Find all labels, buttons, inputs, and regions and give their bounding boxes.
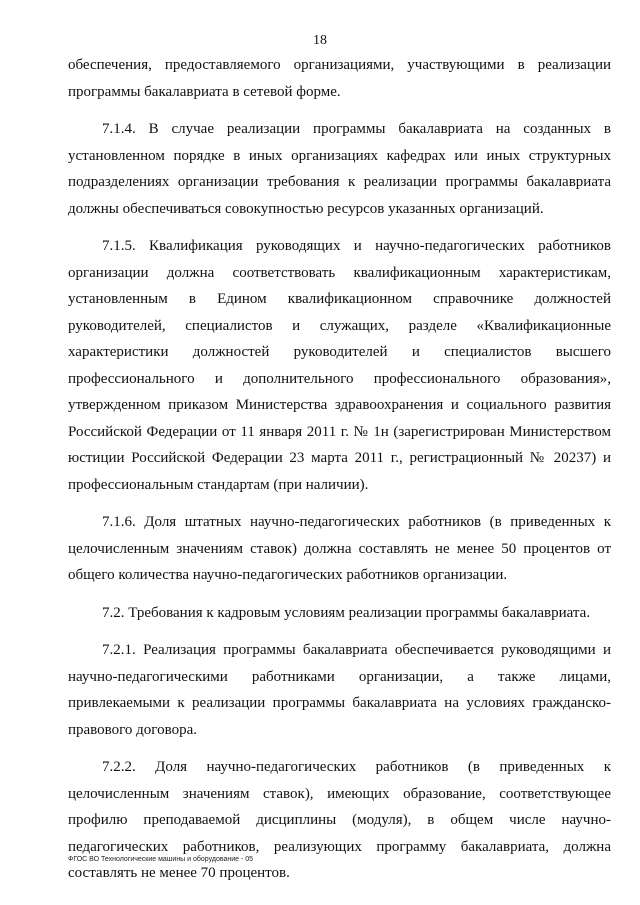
page-number: 18 bbox=[313, 33, 327, 48]
document-footer: ФГОС ВО Технологические машины и оборудование - 05 bbox=[68, 856, 254, 863]
paragraph-7-2: 7.2. Требования к кадровым условиям реализации программы бакалавриата. bbox=[102, 604, 591, 621]
paragraph-7-1-5: 7.1.5. Квалификация руководящих и научно-педагогических работников организации должна соответствовать квалификационным характеристикам, установленным в Едином квалификационном справочнике должностей руководителей, специалистов и служащих, разделе «Квалификационные характеристики должностей руководителей и специалистов высшего профессионального и дополнительного профессионального образования», утвержденном приказом Министерства здравоохранения и социального развития Российской Федерации от 11 января 2011 г. № 1н (зарегистрирован Министерством юстиции Российской Федерации 23 марта 2011 г., регистрационный № 20237) и профессиональным стандартам (при наличии). bbox=[68, 238, 611, 493]
paragraph-continuation: обеспечения, предоставляемого организациями, участвующими в реализации программы бакалавриата в сетевой форме. bbox=[68, 57, 611, 100]
paragraph-7-2-2: 7.2.2. Доля научно-педагогических работников (в приведенных к целочисленным значениям ставок), имеющих образование, соответствующее профилю преподаваемой дисциплины (модуля), в общем числе научно-педагогических работников, реализующих программу бакалавриата, должна составлять не менее 70 процентов. bbox=[68, 759, 611, 881]
paragraph-7-2-1: 7.2.1. Реализация программы бакалавриата обеспечивается руководящими и научно-педагогическими работниками организации, а также лицами, привлекаемыми к реализации программы бакалавриата на условиях гражданско-правового договора. bbox=[68, 642, 611, 738]
document-body bbox=[68, 52, 611, 898]
paragraph-7-1-4: 7.1.4. В случае реализации программы бакалавриата на созданных в установленном порядке в иных организациях кафедрах или иных структурных подразделениях организации требования к реализации программы бакалавриата должны обеспечиваться совокупностью ресурсов указанных организаций. bbox=[68, 121, 611, 217]
paragraph-7-1-6: 7.1.6. Доля штатных научно-педагогических работников (в приведенных к целочисленным значениям ставок) должна составлять не менее 50 процентов от общего количества научно-педагогических работников организации. bbox=[68, 514, 611, 583]
